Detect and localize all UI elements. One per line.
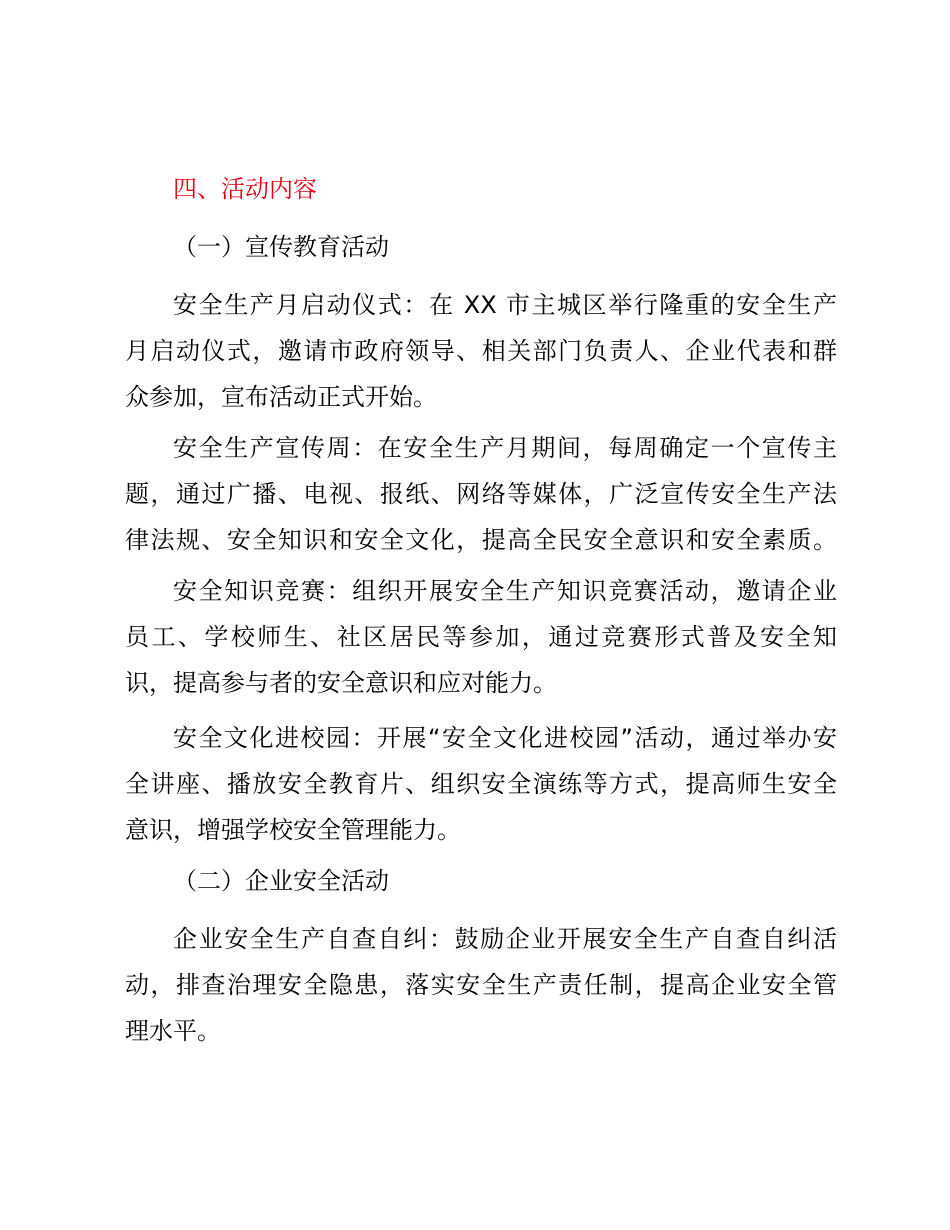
paragraph-line: 动，排查治理安全隐患，落实安全生产责任制，提高企业安全管 [125, 971, 837, 999]
paragraph-line: 众参加，宣布活动正式开始。 [125, 383, 437, 411]
paragraph-line: 律法规、安全知识和安全文化，提高全民安全意识和安全素质。 [125, 526, 837, 554]
subsection-heading-1: （一）宣传教育活动 [173, 233, 389, 261]
paragraph-line: 安全生产宣传周：在安全生产月期间，每周确定一个宣传主 [173, 434, 837, 462]
subsection-heading-2: （二）企业安全活动 [173, 867, 389, 895]
paragraph-line: 识，提高参与者的安全意识和应对能力。 [125, 669, 557, 697]
paragraph-line: 企业安全生产自查自纠：鼓励企业开展安全生产自查自纠活 [173, 925, 837, 953]
paragraph-line: 安全文化进校园：开展“安全文化进校园”活动，通过举办安 [173, 724, 837, 752]
section-heading: 四、活动内容 [173, 175, 317, 203]
paragraph-line: 安全知识竞赛：组织开展安全生产知识竞赛活动，邀请企业 [173, 577, 837, 605]
paragraph-line: 题，通过广播、电视、报纸、网络等媒体，广泛宣传安全生产法 [125, 480, 837, 508]
paragraph-line: 理水平。 [125, 1017, 221, 1045]
paragraph-line: 安全生产月启动仪式：在 XX 市主城区举行隆重的安全生产 [173, 291, 837, 319]
paragraph-line: 员工、学校师生、社区居民等参加，通过竞赛形式普及安全知 [125, 623, 837, 651]
paragraph-line: 意识，增强学校安全管理能力。 [125, 816, 461, 844]
paragraph-line: 月启动仪式，邀请市政府领导、相关部门负责人、企业代表和群 [125, 337, 837, 365]
paragraph-line: 全讲座、播放安全教育片、组织安全演练等方式，提高师生安全 [125, 770, 837, 798]
